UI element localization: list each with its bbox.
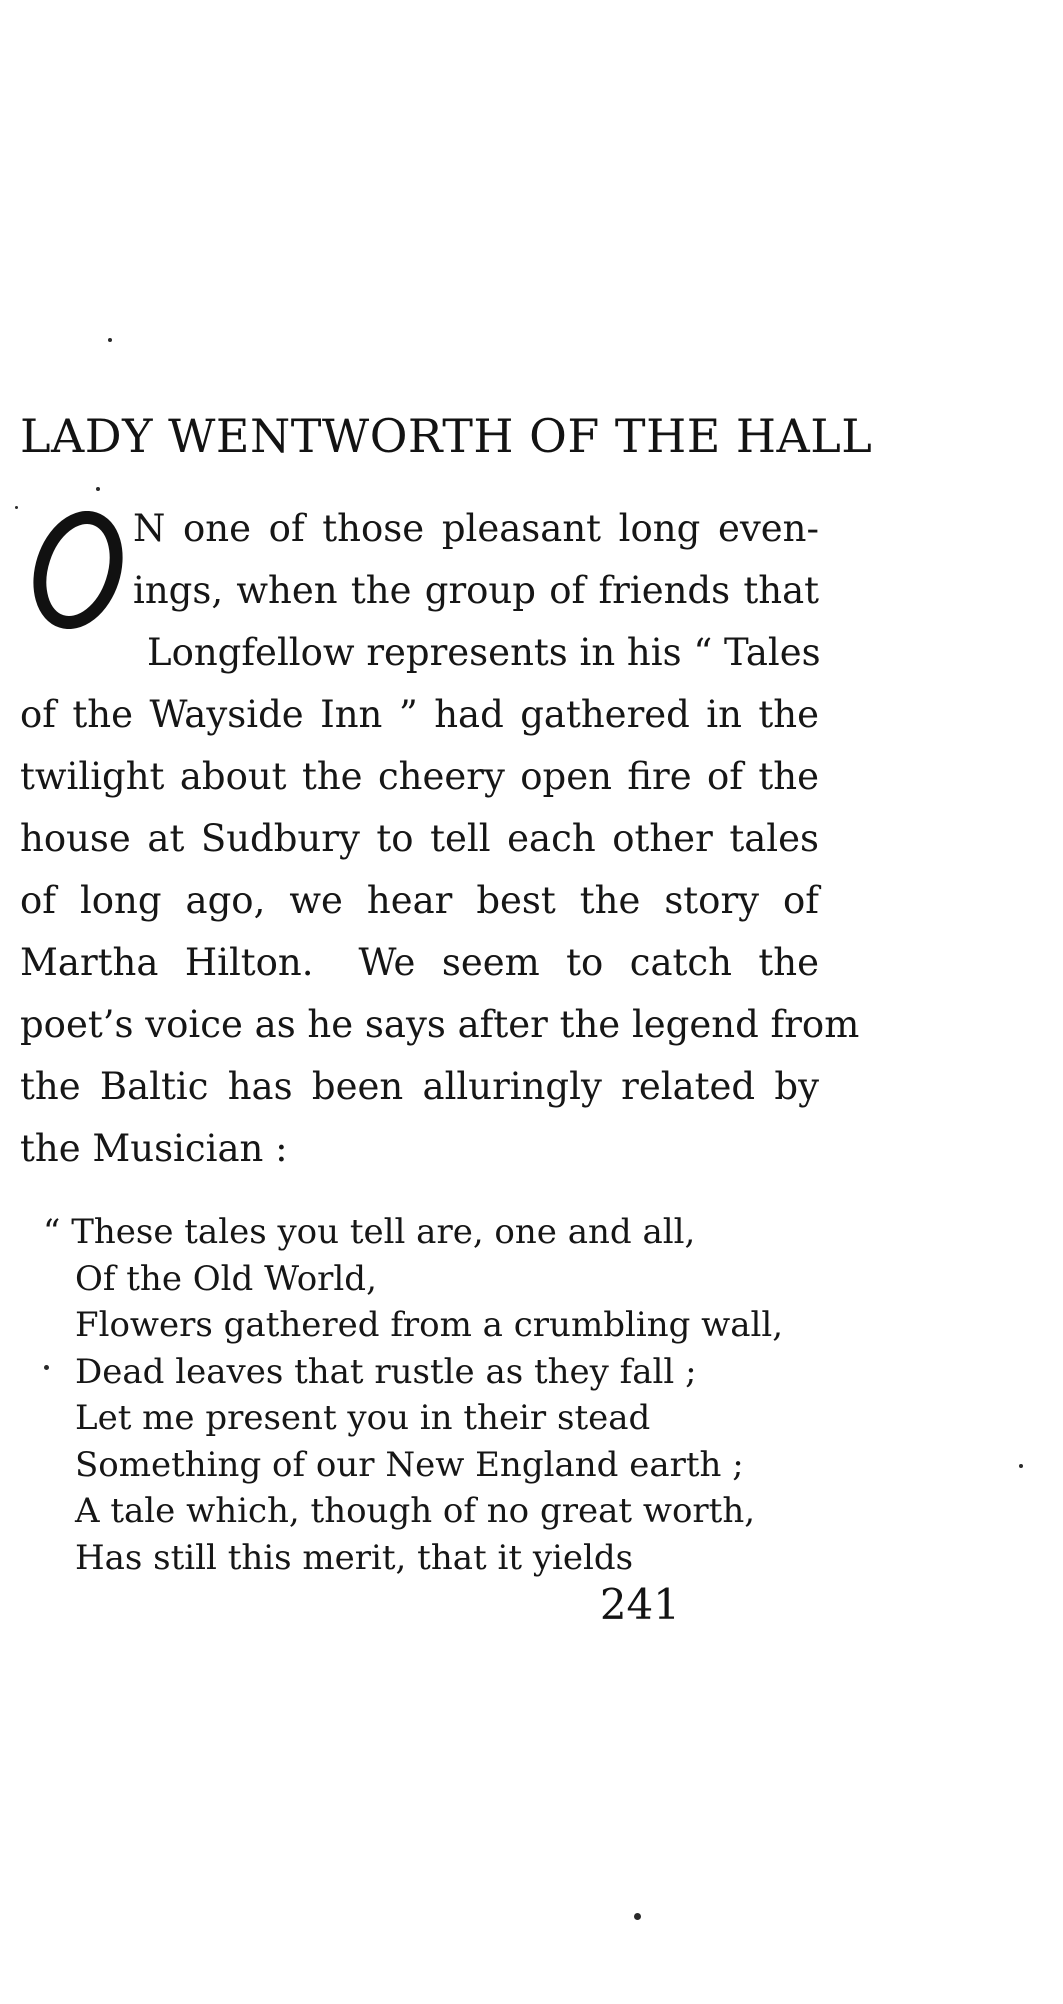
paragraph-line: of long ago, we hear best the story of <box>20 879 819 922</box>
paragraph-line: Martha Hilton. We seem to catch the <box>20 941 819 984</box>
paragraph-line: of the Wayside Inn ” had gathered in the <box>20 693 819 736</box>
paragraph-line: Longfellow represents in his “ Tales <box>147 631 821 674</box>
page-number: 241 <box>599 1580 680 1629</box>
paragraph-line: twilight about the cheery open fire of the <box>20 755 819 798</box>
verse-line: Dead leaves that rustle as they fall ; <box>75 1351 697 1392</box>
page-title: LADY WENTWORTH OF THE HALL <box>20 409 873 463</box>
ink-speck <box>15 506 18 509</box>
paragraph-line: ings, when the group of friends that <box>133 569 819 612</box>
paragraph-line: house at Sudbury to tell each other tales <box>20 817 819 860</box>
paragraph-line: the Baltic has been alluringly related by <box>20 1065 819 1108</box>
verse-line: Let me present you in their stead <box>75 1398 651 1438</box>
ink-speck <box>634 1913 641 1920</box>
ink-speck <box>96 487 100 491</box>
paragraph-line: the Musician : <box>20 1127 288 1170</box>
ink-speck <box>108 338 112 342</box>
verse-line: Of the Old World, <box>75 1258 377 1299</box>
paragraph-line: N one of those pleasant long even- <box>133 507 819 550</box>
verse-line: “ These tales you tell are, one and all, <box>43 1212 696 1252</box>
verse-line: Flowers gathered from a crumbling wall, <box>75 1305 784 1345</box>
verse-line: A tale which, though of no great worth, <box>75 1491 756 1531</box>
verse-line: Something of our New England earth ; <box>75 1444 744 1485</box>
ink-speck <box>44 1365 49 1370</box>
verse-quotation <box>43 1209 815 1581</box>
paragraph-line: poet’s voice as he says after the legend from <box>20 1003 860 1046</box>
verse-line: Has still this merit, that it yields <box>75 1537 634 1578</box>
opening-paragraph <box>20 498 860 1180</box>
ink-speck <box>1019 1464 1023 1468</box>
